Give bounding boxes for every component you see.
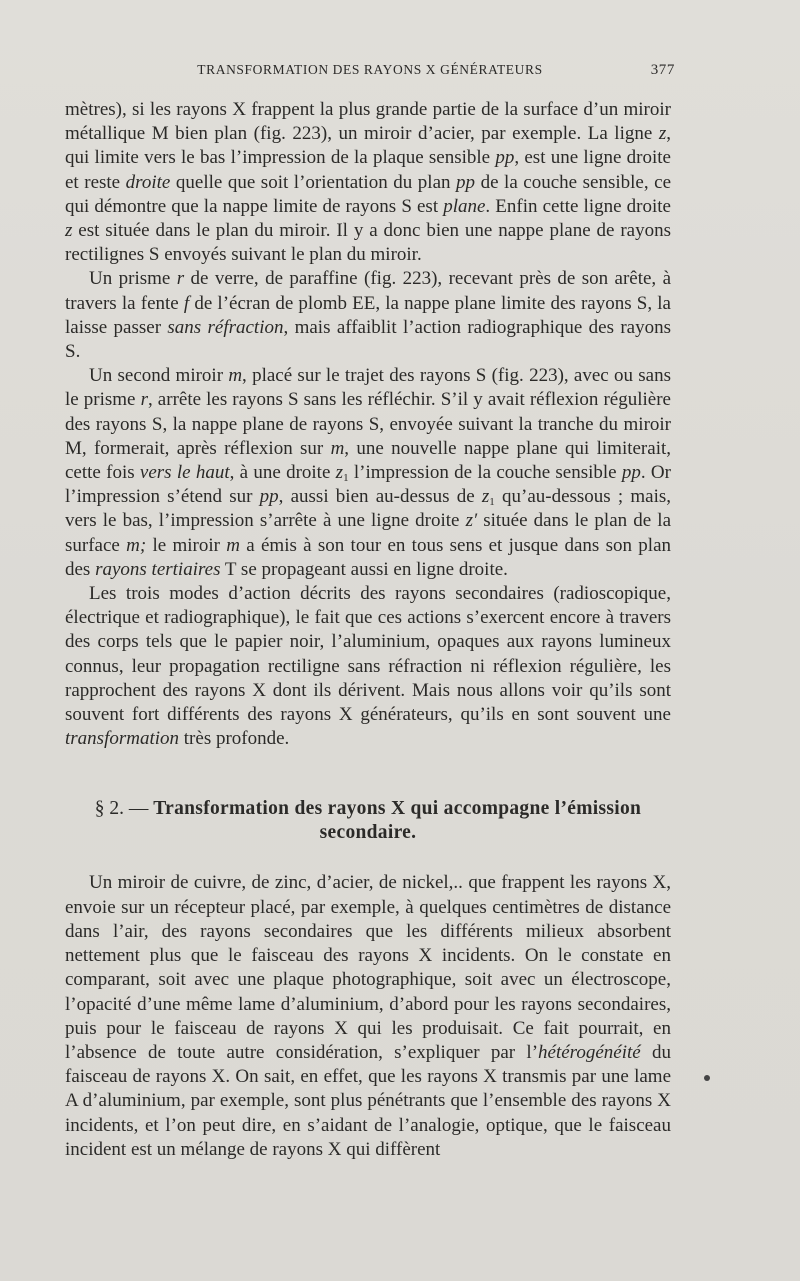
- text-run: . Enfin cette ligne droite: [485, 195, 671, 217]
- text-run: du faisceau de rayons X. On sait, en effet, que les rayons X transmis par une lame A d’aluminium, par exemple, sont plus pénétrants que l’ensemble des rayons X incidents, et l’on peut dire, en s’aidant de l’analogie, optique, que le faisceau incident est un mélange de rayons X qui diffèrent: [65, 1041, 671, 1160]
- italic-text: z: [658, 123, 667, 145]
- italic-text: pp: [259, 486, 279, 508]
- italic-text: plane: [443, 195, 486, 217]
- text-run: , qui limite vers le bas l’impression de la plaque sensible: [65, 123, 671, 169]
- text-run: T se propageant aussi en ligne droite.: [220, 558, 508, 580]
- paragraph-mirror-plane: [65, 98, 671, 267]
- italic-text: m;: [126, 534, 147, 556]
- italic-text: vers le haut: [139, 462, 230, 484]
- italic-text: pp: [495, 147, 515, 169]
- text-run: est située dans le plan du miroir. Il y a donc bien une nappe plane de rayons rectilignes S envoyés suivant le plan du miroir.: [65, 220, 671, 266]
- text-run: Un second miroir: [89, 365, 229, 387]
- text-run: , aussi bien au-dessus de: [278, 486, 482, 508]
- text-run: quelle que soit l’orientation du plan: [170, 171, 457, 193]
- page-number: 377: [650, 62, 675, 78]
- italic-text: pp: [621, 462, 641, 484]
- italic-text: hétérogénéité: [538, 1041, 641, 1063]
- text-run: . Or l’impression s’étend sur: [65, 462, 671, 508]
- text-run: l’impression de la couche sensible: [348, 462, 622, 484]
- paragraph-prism: [65, 267, 671, 364]
- italic-text: pp: [456, 171, 476, 193]
- subscript: 1: [489, 496, 495, 509]
- section-title: Transformation des rayons X qui accompagne l’émission secondaire.: [153, 798, 642, 844]
- italic-text: m: [226, 534, 240, 556]
- text-run: Un miroir de cuivre, de zinc, d’acier, de nickel,.. que frappent les rayons X, envoie sur un récepteur placé, par exemple, à quelques centimètres de distance dans l’air, des rayons secondaires que les différents milieux absorbent nettement plus que le faisceau des rayons X incidents. On le constate en comparant, soit avec une plaque photographique, soit avec un électroscope, l’opacité d’une même lame d’aluminium, d’abord pour les rayons secondaires, puis pour le faisceau de rayons X qui les produisait. Ce fait pourrait, en l’absence de toute autre considération, s’expliquer par l’: [65, 872, 671, 1063]
- section-heading: [65, 797, 671, 845]
- running-head: [65, 60, 675, 82]
- italic-text: z′: [465, 510, 478, 532]
- italic-text: z: [481, 486, 490, 508]
- italic-text: m: [228, 365, 243, 387]
- paragraph-secondary-modes: [65, 582, 671, 751]
- subscript: 1: [343, 472, 349, 485]
- text-run: de verre, de paraffine (fig. 223), recevant près de son arête, à travers la fente: [65, 268, 671, 314]
- paragraph-copper-mirror: [65, 871, 671, 1161]
- text-run: qu’au-dessous ; mais, vers le bas, l’impression s’arrête à une ligne droite: [65, 486, 671, 532]
- section-number: § 2. —: [94, 798, 149, 820]
- running-head-title: TRANSFORMATION DES RAYONS X GÉNÉRATEURS: [197, 62, 543, 77]
- text-run: située dans le plan de la surface: [65, 510, 672, 556]
- text-run: , est une ligne droite et reste: [65, 147, 671, 193]
- text-run: de la couche sensible, ce qui démontre que la nappe limite de rayons S est: [65, 171, 672, 217]
- text-run: , arrête les rayons S sans les réfléchir. S’il y avait réflexion régulière des rayons S, la nappe plane de rayons S, envoyée suivant la tranche du miroir M, formerait, après réflexion sur: [65, 389, 671, 459]
- italic-text: transformation: [65, 728, 180, 750]
- italic-text: r: [140, 389, 148, 411]
- text-run: mètres), si les rayons X frappent la plus grande partie de la surface d’un miroir métallique M bien plan (fig. 223), un miroir d’acier, par exemple. La ligne: [65, 99, 671, 145]
- italic-text: z: [65, 220, 73, 242]
- text-run: le miroir: [146, 534, 227, 556]
- body-text: [65, 98, 671, 1162]
- italic-text: sans réfraction: [167, 316, 284, 338]
- text-run: , mais affaiblit l’action radiographique des rayons S.: [65, 316, 671, 363]
- text-run: , une nouvelle nappe plane qui limiterait, cette fois: [65, 437, 671, 484]
- italic-text: f: [183, 292, 190, 314]
- text-run: , à une droite: [229, 462, 336, 484]
- italic-text: r: [176, 268, 185, 290]
- italic-text: m: [330, 437, 345, 459]
- text-run: de l’écran de plomb EE, la nappe plane limite des rayons S, la laisse passer: [65, 292, 671, 338]
- italic-text: droite: [125, 171, 171, 193]
- text-run: Un prisme: [89, 268, 177, 290]
- paragraph-second-mirror: [65, 364, 671, 582]
- italic-text: rayons tertiaires: [95, 558, 221, 580]
- text-run: , placé sur le trajet des rayons S (fig. 223), avec ou sans le prisme: [65, 365, 671, 411]
- text-run: très profonde.: [179, 728, 290, 750]
- margin-mark: [704, 1075, 710, 1081]
- text-run: Les trois modes d’action décrits des rayons secondaires (radioscopique, électrique et radiographique), le fait que ces actions s’exercent encore à travers des corps tels que le papier noir, l’aluminium, opaques aux rayons lumineux connus, leur propagation rectiligne sans réfraction ni réflexion régulière, les rapprochent des rayons X dont ils dérivent. Mais nous allons voir qu’ils sont souvent fort différents des rayons X générateurs, qu’ils en sont souvent une: [65, 583, 671, 726]
- text-run: a émis à son tour en tous sens et jusque dans son plan des: [65, 534, 671, 580]
- italic-text: z: [335, 462, 344, 484]
